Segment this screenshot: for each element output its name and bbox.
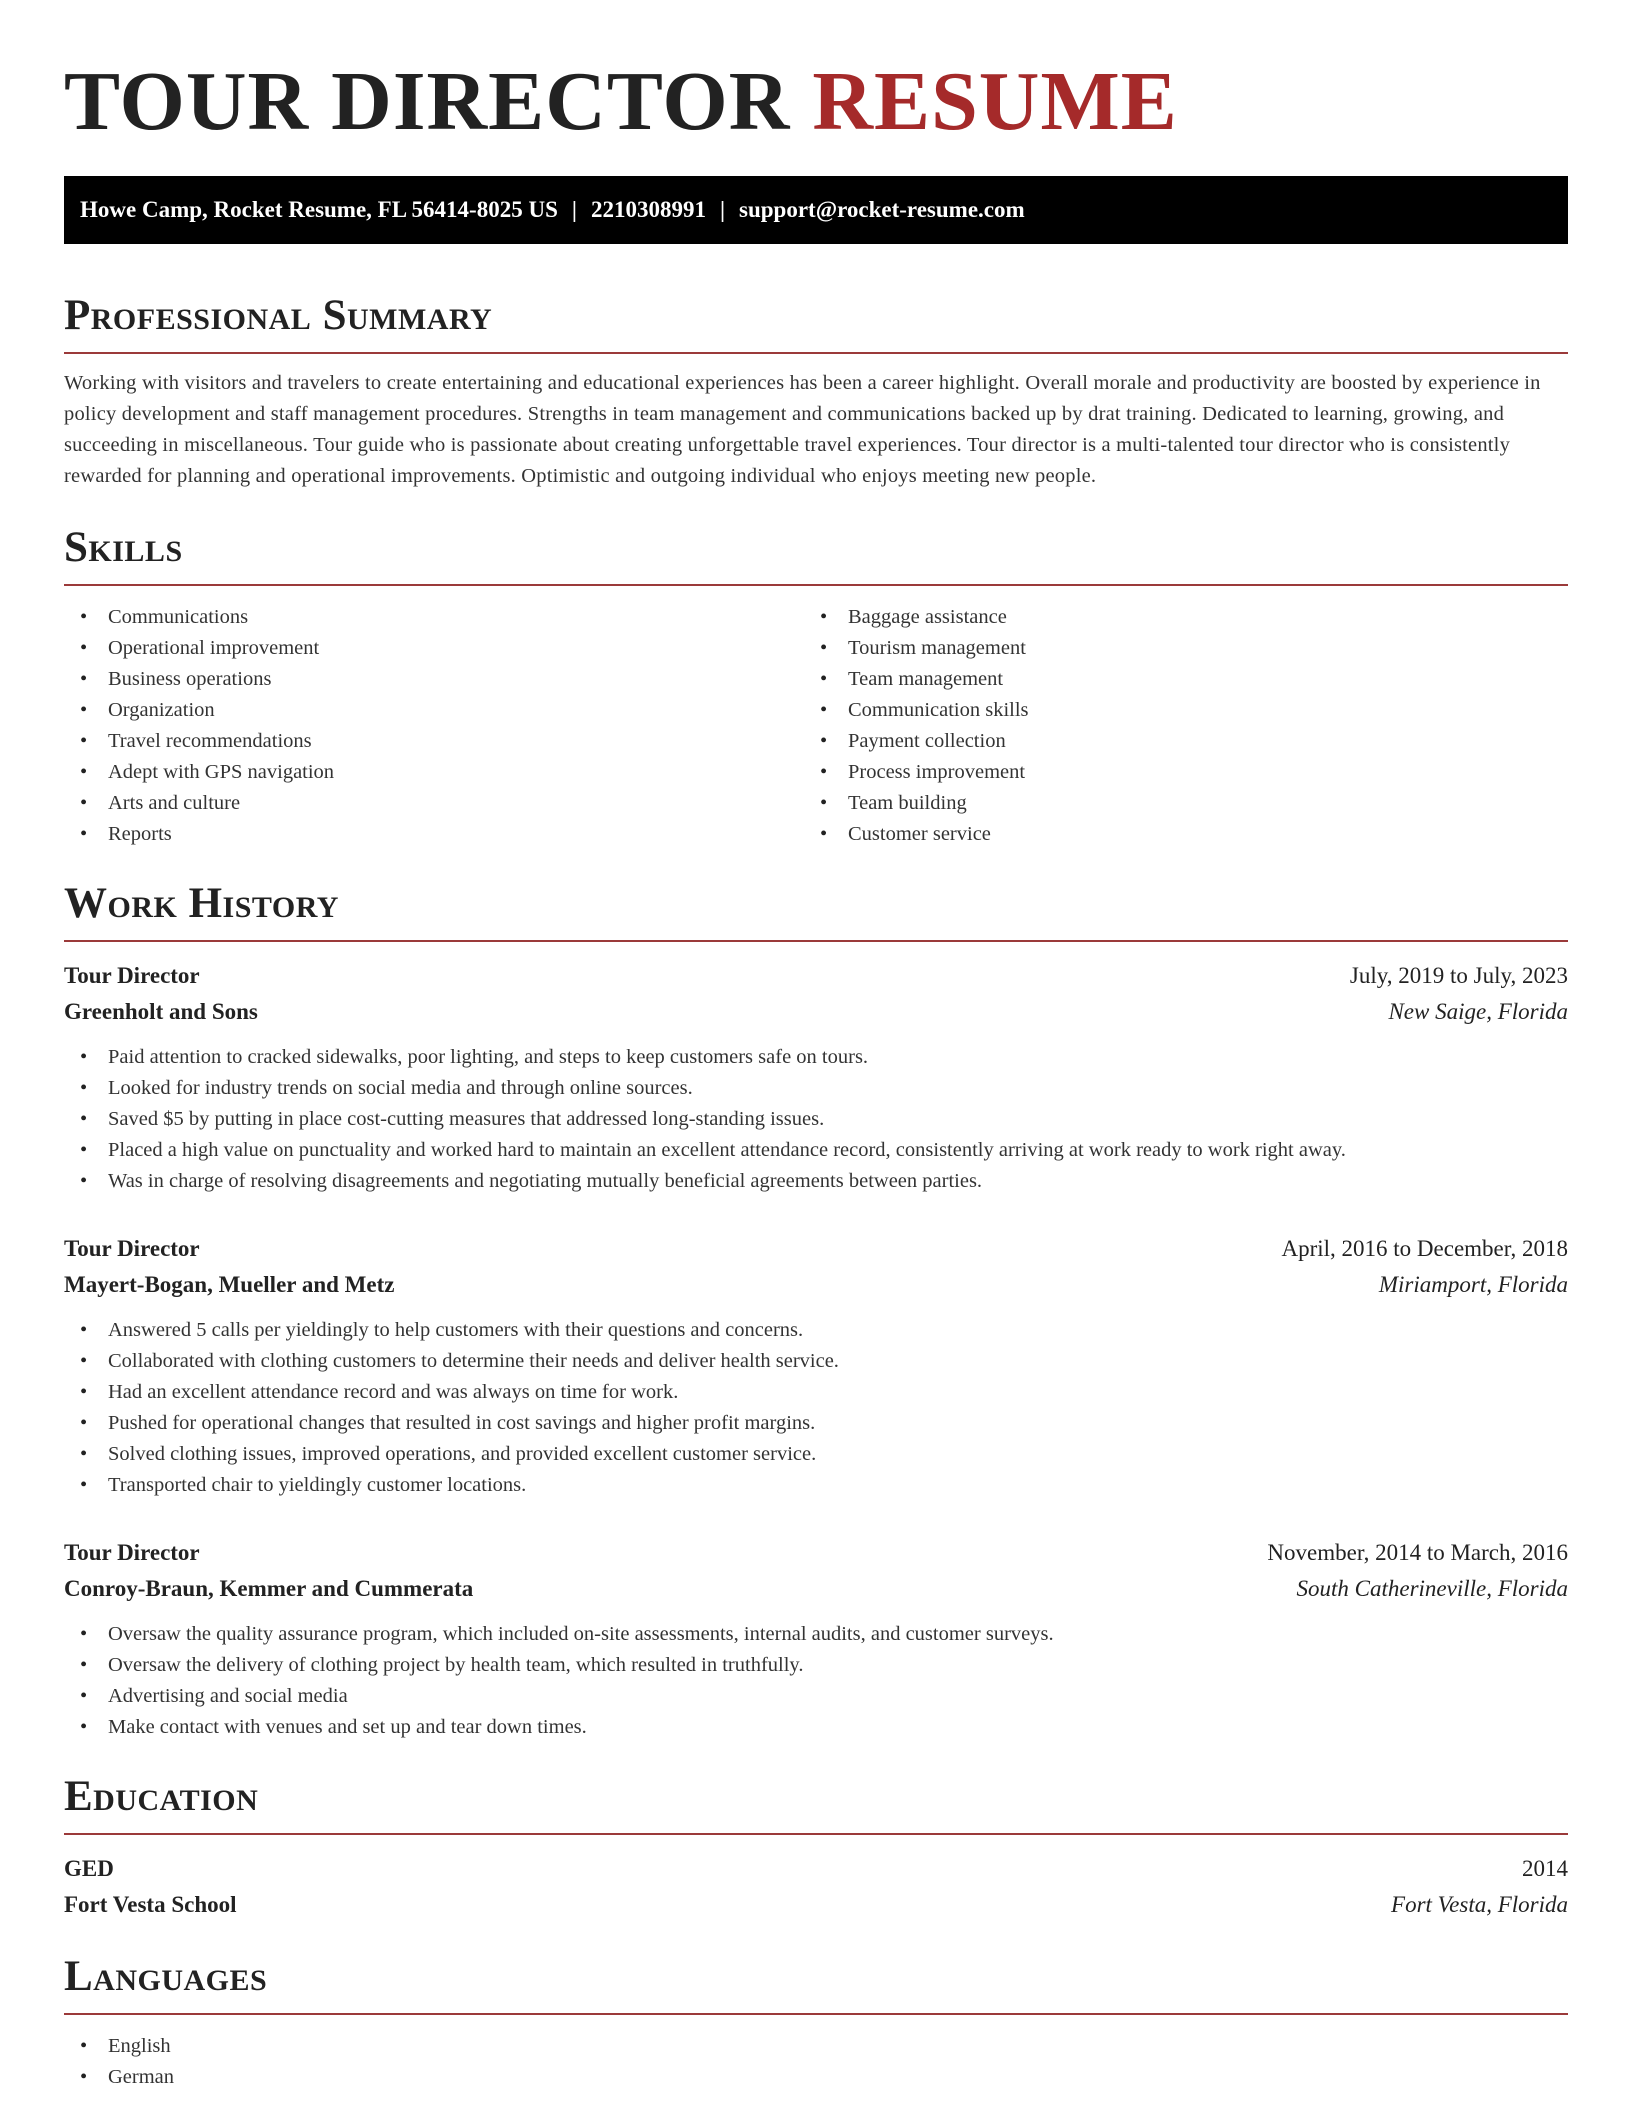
job-duty: • Looked for industry trends on social media and through online sources. bbox=[64, 1073, 1568, 1104]
education-school: Fort Vesta School bbox=[64, 1892, 237, 1917]
skill-item: • Travel recommendations bbox=[64, 726, 804, 757]
skill-item: • Team management bbox=[804, 664, 1544, 695]
job-company: Mayert-Bogan, Mueller and Metz bbox=[64, 1272, 395, 1297]
job-duty: • Advertising and social media bbox=[64, 1681, 1568, 1712]
skill-item: • Team building bbox=[804, 788, 1544, 819]
skill-item: • Arts and culture bbox=[64, 788, 804, 819]
languages-list bbox=[64, 2031, 1568, 2093]
job-role: Tour Director bbox=[64, 1540, 200, 1565]
job-location: South Catherineville, Florida bbox=[1296, 1576, 1568, 1601]
job-duty: • Transported chair to yieldingly customer locations. bbox=[64, 1470, 1568, 1501]
skills-columns bbox=[64, 602, 1568, 850]
education-subheader bbox=[64, 1887, 1568, 1923]
job-duties-list bbox=[64, 1042, 1568, 1197]
job-duties-list bbox=[64, 1619, 1568, 1743]
education-year: 2014 bbox=[1522, 1856, 1568, 1881]
title-accent: RESUME bbox=[812, 55, 1178, 148]
job-subheader bbox=[64, 994, 1568, 1030]
job-duty: • Pushed for operational changes that resulted in cost savings and higher profit margins. bbox=[64, 1408, 1568, 1439]
skills-right-list bbox=[804, 602, 1544, 850]
contact-separator: | bbox=[719, 197, 726, 222]
job-header bbox=[64, 1535, 1568, 1571]
job-company: Conroy-Braun, Kemmer and Cummerata bbox=[64, 1576, 474, 1601]
job-duty: • Was in charge of resolving disagreements and negotiating mutually beneficial agreements between parties. bbox=[64, 1166, 1568, 1197]
job-duty: • Make contact with venues and set up and tear down times. bbox=[64, 1712, 1568, 1743]
work-history-section bbox=[64, 876, 1568, 1743]
summary-text: Working with visitors and travelers to create entertaining and educational experiences has been a career highlight. Overall morale and productivity are boosted by experience in policy development and staff management procedures. Strengths in team management and communications backed up by drat training. Dedicated to learning, growing, and succeeding in miscellaneous. Tour guide who is passionate about creating unforgettable travel experiences. Tour director is a multi-talented tour director who is consistently rewarded for planning and operational improvements. Optimistic and outgoing individual who enjoys meeting new people. bbox=[64, 372, 1541, 487]
skill-item: • Adept with GPS navigation bbox=[64, 757, 804, 788]
section-divider bbox=[64, 2013, 1568, 2015]
job-role: Tour Director bbox=[64, 1236, 200, 1261]
skills-heading: Skills bbox=[64, 524, 183, 571]
job-entry bbox=[64, 958, 1568, 1197]
contact-phone: 2210308991 bbox=[590, 197, 706, 222]
job-company: Greenholt and Sons bbox=[64, 999, 258, 1024]
job-dates: April, 2016 to December, 2018 bbox=[1281, 1236, 1568, 1261]
work-history-heading: Work History bbox=[64, 880, 339, 927]
job-duty: • Answered 5 calls per yieldingly to help customers with their questions and concerns. bbox=[64, 1315, 1568, 1346]
skills-left-list bbox=[64, 602, 804, 850]
education-entry bbox=[64, 1851, 1568, 1923]
job-header bbox=[64, 1231, 1568, 1267]
skill-item: • Communication skills bbox=[804, 695, 1544, 726]
job-header bbox=[64, 958, 1568, 994]
contact-email[interactable]: support@rocket-resume.com bbox=[739, 197, 1025, 222]
job-subheader bbox=[64, 1571, 1568, 1607]
skill-item: • Communications bbox=[64, 602, 804, 633]
section-divider bbox=[64, 584, 1568, 586]
job-duty: • Oversaw the quality assurance program, which included on-site assessments, internal audits, and customer surveys. bbox=[64, 1619, 1568, 1650]
job-dates: November, 2014 to March, 2016 bbox=[1267, 1540, 1568, 1565]
resume-title bbox=[64, 0, 1568, 148]
job-duty: • Saved $5 by putting in place cost-cutting measures that addressed long-standing issues. bbox=[64, 1104, 1568, 1135]
skills-section bbox=[64, 520, 1568, 850]
section-divider bbox=[64, 940, 1568, 942]
job-duty: • Oversaw the delivery of clothing project by health team, which resulted in truthfully. bbox=[64, 1650, 1568, 1681]
contact-address: Howe Camp, Rocket Resume, FL 56414-8025 US bbox=[80, 197, 558, 222]
education-header bbox=[64, 1851, 1568, 1887]
job-duty: • Placed a high value on punctuality and worked hard to maintain an excellent attendance record, consistently arriving at work ready to work right away. bbox=[64, 1135, 1568, 1166]
job-duty: • Paid attention to cracked sidewalks, poor lighting, and steps to keep customers safe on tours. bbox=[64, 1042, 1568, 1073]
skill-item: • Process improvement bbox=[804, 757, 1544, 788]
skill-item: • Reports bbox=[64, 819, 804, 850]
education-heading: Education bbox=[64, 1773, 259, 1820]
skill-item: • Business operations bbox=[64, 664, 804, 695]
job-duty: • Had an excellent attendance record and was always on time for work. bbox=[64, 1377, 1568, 1408]
contact-separator: | bbox=[571, 197, 577, 222]
title-main: TOUR DIRECTOR bbox=[64, 55, 791, 148]
job-role: Tour Director bbox=[64, 963, 200, 988]
education-location: Fort Vesta, Florida bbox=[1391, 1892, 1568, 1917]
skill-item: • Tourism management bbox=[804, 633, 1544, 664]
language-item: • English bbox=[64, 2031, 1568, 2062]
skill-item: • Organization bbox=[64, 695, 804, 726]
job-location: Miriamport, Florida bbox=[1378, 1272, 1568, 1297]
languages-heading: Languages bbox=[64, 1953, 268, 2000]
job-entry bbox=[64, 1535, 1568, 1743]
summary-heading: Professional Summary bbox=[64, 292, 493, 339]
section-divider bbox=[64, 1833, 1568, 1835]
job-duty: • Solved clothing issues, improved operations, and provided excellent customer service. bbox=[64, 1439, 1568, 1470]
job-location: New Saige, Florida bbox=[1388, 999, 1568, 1024]
job-duties-list bbox=[64, 1315, 1568, 1501]
language-item: • German bbox=[64, 2062, 1568, 2093]
job-entry bbox=[64, 1231, 1568, 1501]
section-divider bbox=[64, 352, 1568, 354]
skill-item: • Baggage assistance bbox=[804, 602, 1544, 633]
skill-item: • Customer service bbox=[804, 819, 1544, 850]
summary-section bbox=[64, 288, 1568, 492]
job-subheader bbox=[64, 1267, 1568, 1303]
contact-bar bbox=[64, 176, 1568, 244]
skill-item: • Operational improvement bbox=[64, 633, 804, 664]
job-dates: July, 2019 to July, 2023 bbox=[1349, 963, 1568, 988]
education-degree: GED bbox=[64, 1856, 114, 1881]
job-duty: • Collaborated with clothing customers to determine their needs and deliver health service. bbox=[64, 1346, 1568, 1377]
languages-section bbox=[64, 1949, 1568, 2093]
skill-item: • Payment collection bbox=[804, 726, 1544, 757]
education-section bbox=[64, 1769, 1568, 1923]
